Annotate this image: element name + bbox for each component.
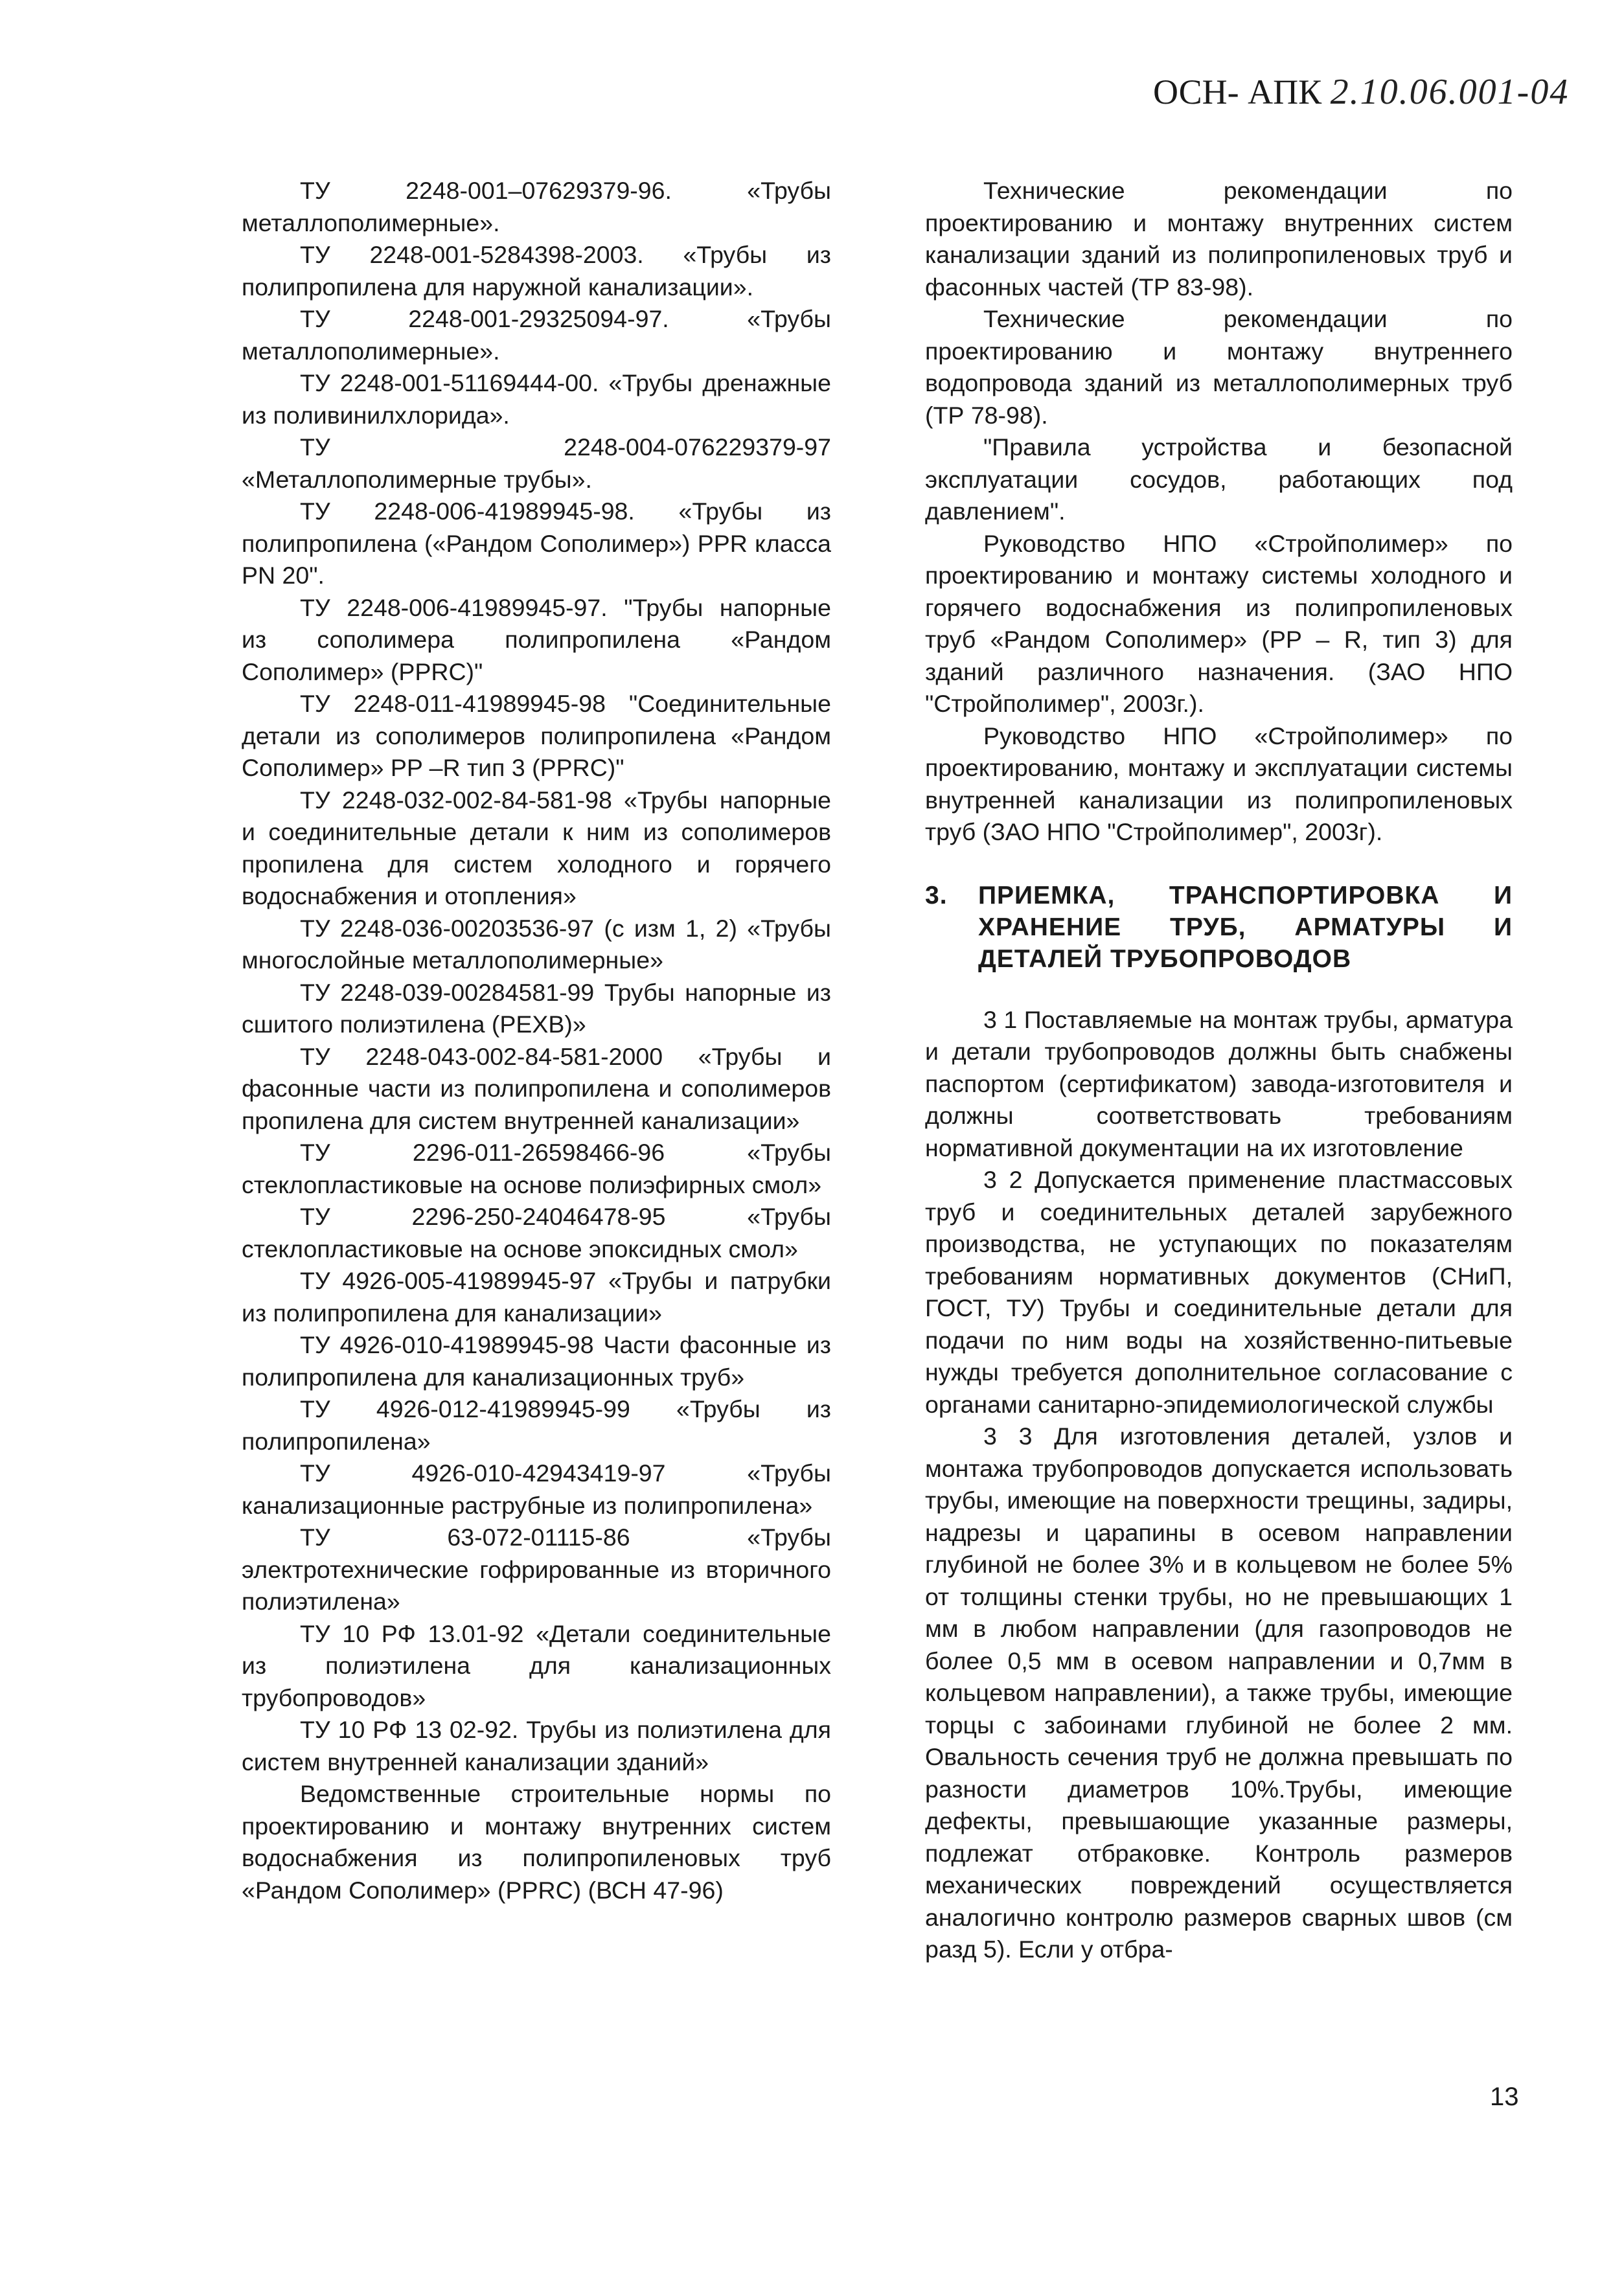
reference-item: Руководство НПО «Стройполимер» по проектированию, монтажу и эксплуатации системы внутренней канализации из полипропиленовых труб (ЗАО НПО "Стройполимер", 2003г). [925,722,1513,845]
reference-item: Технические рекомендации по проектированию и монтажу внутреннего водопровода зданий из металлополимерных труб (ТР 78-98). [925,305,1513,429]
reference-item: Руководство НПО «Стройполимер» по проектированию и монтажу системы холодного и горячего водоснабжения из полипропиленовых труб «Рандом Сополимер» (PP – R, тип 3) для зданий различного назначения. (ЗАО НПО "Стройполимер", 2003г.). [925,529,1513,717]
clause-paragraph: 3 3 Для изготовления деталей, узлов и монтажа трубопроводов допускается использовать трубы, имеющие на поверхности трещины, задиры, надрезы и царапины в осевом направлении глубиной не более 3% и в кольцевом не более 5% от толщины стенки трубы, но не превышающих 1 мм в любом направлении (для газопроводов не более 0,5 мм в осевом направлении и 0,7мм в кольцевом направлении), а также трубы, имеющие торцы с забоинами глубиной не более 2 мм. Овальность сечения труб не должна превышать по разности диаметров 10%.Трубы, имеющие дефекты, превышающие указанные размеры, подлежат отбраковке. Контроль размеров механических повреждений осуществляется аналогично контролю размеров сварных швов (см разд 5). Если у отбра- [925,1422,1513,1963]
reference-item: ТУ 2248-001-29325094-97. «Трубы металлополимерные». [242,305,831,365]
section-title: ПРИЕМКА, ТРАНСПОРТИРОВКА И ХРАНЕНИЕ ТРУБ, АРМАТУРЫ И ДЕТАЛЕЙ ТРУБОПРОВОДОВ [978,881,1513,973]
reference-item: ТУ 2248-039-00284581-99 Трубы напорные из сшитого полиэтилена (PEXB)» [242,978,831,1038]
reference-item: ТУ 2248-011-41989945-98 "Соединительные детали из сополимеров полипропилена «Рандом Сополимер» PP –R тип 3 (PPRC)" [242,690,831,781]
right-column [925,175,1513,1966]
reference-item: ТУ 2248-006-41989945-97. "Трубы напорные из сополимера полипропилена «Рандом Сополимер» (PPRC)" [242,593,831,685]
reference-item: ТУ 2248-001–07629379-96. «Трубы металлополимерные». [242,177,831,236]
section-number: 3. [925,881,948,909]
reference-item: ТУ 2296-011-26598466-96 «Трубы стеклопластиковые на основе полиэфирных смол» [242,1139,831,1198]
reference-item: ТУ 2248-036-00203536-97 (с изм 1, 2) «Трубы многослойные металлополимерные» [242,914,831,974]
reference-item: ТУ 2248-001-5284398-2003. «Трубы из полипропилена для наружной канализации». [242,241,831,301]
clause-paragraph: 3 1 Поставляемые на монтаж трубы, арматура и детали трубопроводов должны быть снабжены паспортом (сертификатом) завода-изготовителя и должны соответствовать требованиям нормативной документации на их изготовление [925,1005,1513,1161]
reference-item: ТУ 4926-005-41989945-97 «Трубы и патрубки из полипропилена для канализации» [242,1267,831,1327]
reference-item: ТУ 4926-010-42943419-97 «Трубы канализационные раструбные из полипропилена» [242,1459,831,1519]
left-column [242,175,831,1906]
reference-item: ТУ 63-072-01115-86 «Трубы электротехнические гофрированные из вторичного полиэтилена» [242,1524,831,1615]
document-code-printed: ОСН- АПК [1153,73,1322,111]
reference-item: ТУ 2248-006-41989945-98. «Трубы из полипропилена («Рандом Сополимер») PPR класса PN 20". [242,497,831,589]
reference-item: ТУ 2248-001-51169444-00. «Трубы дренажные из поливинилхлорида». [242,369,831,429]
reference-item: ТУ 2296-250-24046478-95 «Трубы стеклопластиковые на основе эпоксидных смол» [242,1203,831,1262]
reference-item: ТУ 4926-010-41989945-98 Части фасонные из полипропилена для канализационных труб» [242,1331,831,1391]
reference-item: ТУ 10 РФ 13 02-92. Трубы из полиэтилена для систем внутренней канализации зданий» [242,1716,831,1776]
reference-item: ТУ 2248-004-076229379-97 «Металлополимерные трубы». [242,433,831,493]
reference-item: ТУ 4926-012-41989945-99 «Трубы из полипропилена» [242,1395,831,1455]
reference-item: Технические рекомендации по проектированию и монтажу внутренних систем канализации зданий из полипропиленовых труб и фасонных частей (ТР 83-98). [925,177,1513,301]
document-code-header [1153,71,1624,136]
document-code-handwritten: 2.10.06.001-04 [1330,72,1570,112]
reference-item: ТУ 2248-032-002-84-581-98 «Трубы напорные и соединительные детали к ним из сополимеров пропилена для систем холодного и горячего водоснабжения и отопления» [242,786,831,909]
reference-item: Ведомственные строительные нормы по проектированию и монтажу внутренних систем водоснабжения из полипропиленовых труб «Рандом Сополимер» (PPRC) (ВСН 47-96) [242,1780,831,1904]
section-heading [925,880,1513,975]
clause-paragraph: 3 2 Допускается применение пластмассовых труб и соединительных деталей зарубежного производства, не уступающих по показателям требованиям нормативных документов (СНиП, ГОСТ, ТУ) Трубы и соединительные детали для подачи по ним воды на хозяйственно-питьевые нужды требуется дополнительное согласование с органами санитарно-эпидемиологической службы [925,1166,1513,1418]
reference-item: ТУ 2248-043-002-84-581-2000 «Трубы и фасонные части из полипропилена и сополимеров пропилена для систем внутренней канализации» [242,1042,831,1134]
page-number: 13 [1490,2083,1519,2111]
reference-item: "Правила устройства и безопасной эксплуатации сосудов, работающих под давлением". [925,433,1513,525]
reference-item: ТУ 10 РФ 13.01-92 «Детали соединительные из полиэтилена для канализационных трубопроводов» [242,1619,831,1711]
